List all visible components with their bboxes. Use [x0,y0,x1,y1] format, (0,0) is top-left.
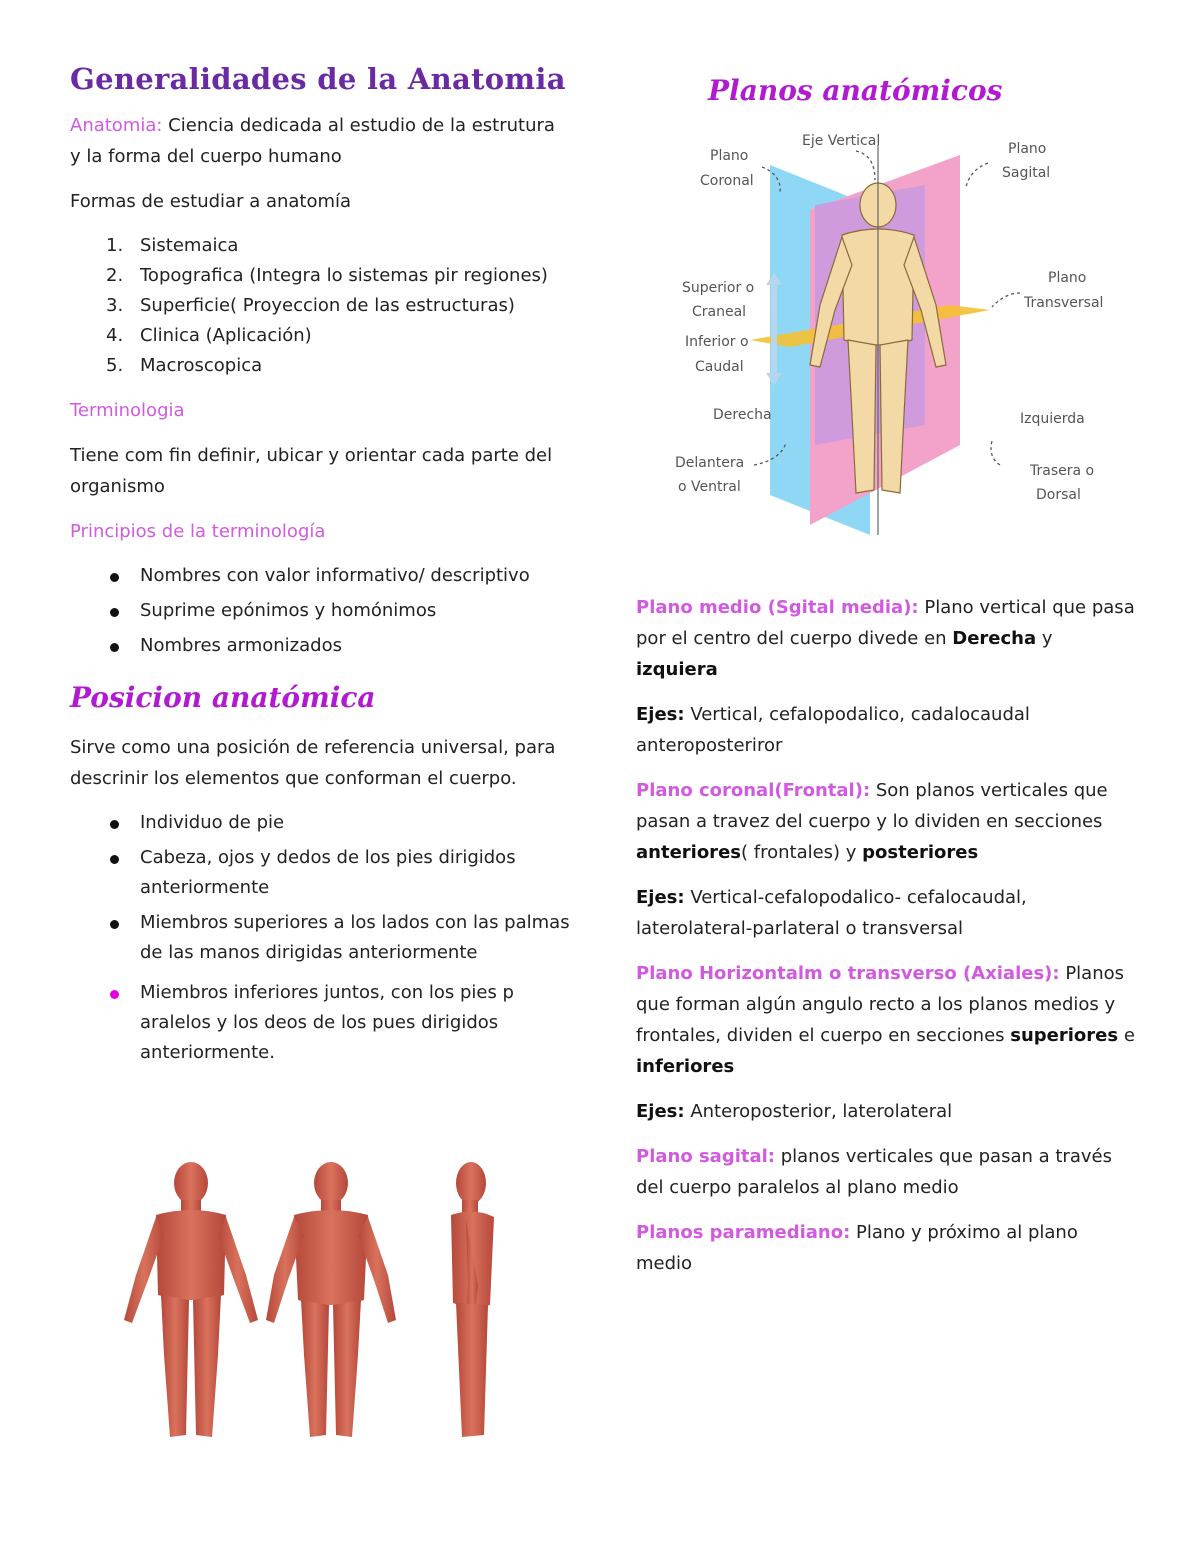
ejes-label: Ejes: [636,704,685,725]
plano-medio-label: Plano medio (Sgital media): [636,597,919,618]
position-list [70,808,570,1068]
list-item [70,596,570,626]
ejes-1-paragraph [636,699,1136,761]
page-title: Generalidades de la Anatomia [70,62,566,96]
connector-text: y [1036,628,1053,649]
list-item [70,231,570,261]
anteriores-bold: anteriores [636,842,741,863]
plano-coronal-label: Plano coronal(Frontal): [636,780,871,801]
sagital-label-1: Plano [1008,141,1047,157]
bullet-icon [110,573,119,582]
connector-text: e [1118,1025,1135,1046]
list-text: Topografica (Integra lo sistemas pir regiones) [140,265,548,286]
delantera-label-2: o Ventral [678,479,741,495]
terminology-heading: Terminologia [70,400,185,421]
plano-medio-paragraph [636,592,1136,685]
left-column [70,62,570,1082]
list-item [70,631,570,661]
plano-horizontal-text: Planos que forman algún angulo recto a los planos medios y frontales, dividen el cuerpo en secciones [636,963,1124,1046]
plano-sagital-label: Plano sagital: [636,1146,775,1167]
list-text: Superficie( Proyeccion de las estructuras) [140,295,515,316]
bullet-icon [110,643,119,652]
list-number: 2. [106,265,124,286]
side-figure [451,1162,494,1437]
inferior-label-2: Caudal [695,359,744,375]
coronal-label-1: Plano [710,148,749,164]
study-ways-intro: Formas de estudiar a anatomía [70,191,352,212]
trasera-label-2: Dorsal [1036,487,1081,503]
list-text: Nombres con valor informativo/ descriptivo [140,565,530,586]
study-ways-list [70,231,570,381]
planes-description [636,592,1136,1293]
principles-heading: Principios de la terminología [70,521,326,542]
inferior-label-1: Inferior o [685,334,749,350]
list-text: Macroscopica [140,355,263,376]
sagital-leader [966,163,988,187]
connector-text: ( frontales) y [741,842,863,863]
list-text: Individuo de pie [140,812,285,833]
sagital-label-2: Sagital [1002,165,1051,181]
ejes-label: Ejes: [636,1101,685,1122]
list-text: Cabeza, ojos y dedos de los pies dirigidos anteriormente [140,847,516,898]
list-number: 4. [106,325,124,346]
plano-medio-text: Plano vertical que pasa por el centro del cuerpo divede en [636,597,1135,649]
delantera-label-1: Delantera [675,455,745,471]
front-figure [124,1162,258,1437]
list-text: Miembros inferiores juntos, con los pies p aralelos y los deos de los pues dirigidos anteriormente. [140,982,514,1063]
list-item [70,561,570,591]
list-text: Suprime epónimos y homónimos [140,600,437,621]
plano-sagital-paragraph [636,1141,1136,1203]
back-figure [266,1162,396,1437]
coronal-label-2: Coronal [700,173,754,189]
trasera-label-1: Trasera o [1030,463,1095,479]
plano-coronal-text: Son planos verticales que pasan a travez del cuerpo y lo dividen en secciones [636,780,1108,832]
list-item [70,291,570,321]
list-item [70,808,570,838]
anatomy-label: Anatomia: [70,115,163,136]
izquierda-bold: izquiera [636,659,718,680]
ejes-3-paragraph [636,1096,1136,1127]
transversal-label-1: Plano [1048,270,1087,286]
list-text: Sistemaica [140,235,239,256]
list-item [70,843,570,903]
list-item [70,351,570,381]
planos-paramediano-text: Plano y próximo al plano medio [636,1222,1078,1274]
plano-coronal-paragraph [636,775,1136,868]
ejes-label: Ejes: [636,887,685,908]
dorsal-leader [991,441,1000,465]
plano-horizontal-paragraph [636,958,1136,1082]
bullet-icon [110,920,119,929]
right-column [636,74,1156,107]
list-text: Nombres armonizados [140,635,342,656]
transversal-leader [992,293,1020,307]
planos-paramediano-label: Planos paramediano: [636,1222,851,1243]
anatomy-text: Ciencia dedicada al estudio de la estrutura y la forma del cuerpo humano [70,115,555,167]
planos-paramediano-paragraph [636,1217,1136,1279]
list-item [70,978,570,1068]
list-number: 3. [106,295,124,316]
superior-arrow-icon [771,282,777,342]
bullet-icon [110,855,119,864]
plano-horizontal-label: Plano Horizontalm o transverso (Axiales): [636,963,1060,984]
plano-sagital-text: planos verticales que pasan a través del cuerpo paralelos al plano medio [636,1146,1112,1198]
vertical-leader [856,151,875,180]
ejes-text: Vertical-cefalopodalico- cefalocaudal, laterolateral-parlateral o transversal [636,887,1027,939]
list-item [70,908,570,968]
list-item [70,261,570,291]
bullet-icon [110,608,119,617]
list-number: 5. [106,355,124,376]
ejes-text: Vertical, cefalopodalico, cadalocaudal anteroposteriror [636,704,1030,756]
anatomy-definition [70,110,570,172]
transversal-label-2: Transversal [1024,295,1104,311]
posteriores-bold: posteriores [862,842,979,863]
anatomical-planes-diagram [670,125,1150,535]
position-title: Posicion anatómica [70,681,376,714]
planes-title: Planos anatómicos [708,74,1003,107]
derecha-label: Derecha [713,407,772,423]
bullet-icon [110,990,119,999]
bullet-icon [110,820,119,829]
muscle-figures-image [106,1155,536,1445]
izquierda-label: Izquierda [1020,411,1085,427]
derecha-bold: Derecha [952,628,1037,649]
principles-list [70,561,570,661]
inferior-arrow-icon [771,335,777,375]
ejes-text: Anteroposterior, laterolateral [684,1101,953,1122]
list-text: Clinica (Aplicación) [140,325,312,346]
list-item [70,321,570,351]
superior-label-2: Craneal [692,304,747,320]
inferiores-bold: inferiores [636,1056,735,1077]
superiores-bold: superiores [1010,1025,1119,1046]
ejes-2-paragraph [636,882,1136,944]
list-number: 1. [106,235,124,256]
terminology-text: Tiene com fin definir, ubicar y orientar cada parte del organismo [70,445,553,497]
list-text: Miembros superiores a los lados con las palmas de las manos dirigidas anteriormente [140,912,570,963]
superior-label-1: Superior o [682,280,755,296]
position-text: Sirve como una posición de referencia universal, para descrinir los elementos que conforman el cuerpo. [70,737,556,789]
vertical-axis-label: Eje Vertical [802,133,881,149]
